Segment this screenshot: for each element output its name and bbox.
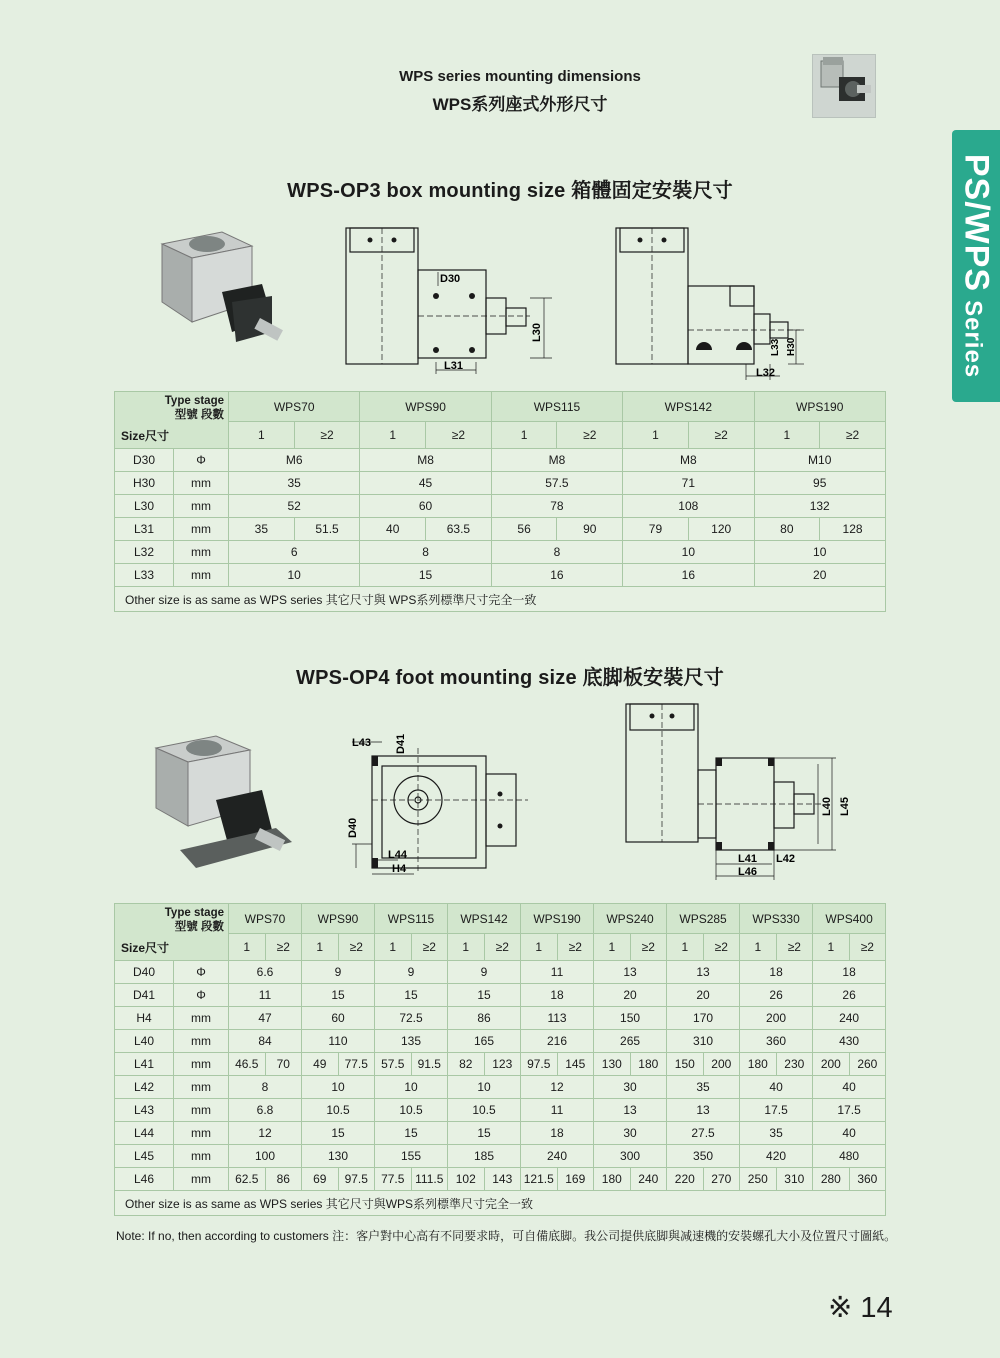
dimension-unit: Φ — [174, 984, 229, 1007]
dimension-name: L43 — [115, 1099, 174, 1122]
header-title-en: WPS series mounting dimensions — [399, 68, 641, 85]
value-cell: 57.5 — [491, 472, 622, 495]
table-row — [115, 518, 886, 541]
value-cell: 70 — [265, 1053, 302, 1076]
value-cell: 185 — [448, 1145, 521, 1168]
value-cell: 17.5 — [813, 1099, 886, 1122]
dimension-unit: mm — [174, 541, 229, 564]
value-cell: 18 — [521, 1122, 594, 1145]
value-cell: 63.5 — [426, 518, 492, 541]
value-cell: 79 — [623, 518, 689, 541]
op4-dimension-table — [114, 903, 886, 1216]
dimension-name: L40 — [115, 1030, 174, 1053]
value-cell: 15 — [360, 564, 491, 587]
value-cell: 6.6 — [229, 961, 302, 984]
page-number: ※ 14 — [828, 1292, 893, 1324]
value-cell: 18 — [813, 961, 886, 984]
value-cell: 111.5 — [411, 1168, 448, 1191]
value-cell: 180 — [630, 1053, 667, 1076]
stage-header: ≥2 — [294, 422, 360, 449]
value-cell: 145 — [557, 1053, 594, 1076]
value-cell: 230 — [776, 1053, 813, 1076]
table-row — [115, 1076, 886, 1099]
model-header: WPS240 — [594, 904, 667, 934]
stage-header: ≥2 — [688, 422, 754, 449]
stage-header: 1 — [302, 934, 339, 961]
model-header: WPS115 — [491, 392, 622, 422]
value-cell: 8 — [229, 1076, 302, 1099]
value-cell: 120 — [688, 518, 754, 541]
table-row — [115, 472, 886, 495]
value-cell: 130 — [302, 1145, 375, 1168]
dimension-unit: Φ — [174, 961, 229, 984]
value-cell: 56 — [491, 518, 557, 541]
value-cell: 113 — [521, 1007, 594, 1030]
value-cell: 11 — [229, 984, 302, 1007]
value-cell: 69 — [302, 1168, 339, 1191]
footnote: Note: If no, then according to customers 注：客户對中心高有不同要求時，可自備底脚。我公司提供底脚與减速機的安裝螺孔大小及位置尺寸圖紙。 — [116, 1229, 897, 1243]
model-header: WPS400 — [813, 904, 886, 934]
op4-drawing-end — [342, 734, 532, 880]
value-cell: 30 — [594, 1076, 667, 1099]
value-cell: 132 — [754, 495, 885, 518]
dimension-name: L46 — [115, 1168, 174, 1191]
value-cell: 100 — [229, 1145, 302, 1168]
value-cell: 130 — [594, 1053, 631, 1076]
value-cell: 265 — [594, 1030, 667, 1053]
op3-label-l31: L31 — [444, 360, 463, 372]
op3-label-h30: H30 — [786, 337, 797, 356]
stage-header: 1 — [667, 934, 704, 961]
value-cell: 49 — [302, 1053, 339, 1076]
value-cell: 300 — [594, 1145, 667, 1168]
model-header: WPS90 — [360, 392, 491, 422]
stage-header: ≥2 — [338, 934, 375, 961]
op4-label-h4: H4 — [392, 863, 407, 875]
stage-header: 1 — [594, 934, 631, 961]
value-cell: 45 — [360, 472, 491, 495]
value-cell: 13 — [594, 961, 667, 984]
table-row — [115, 1145, 886, 1168]
value-cell: M8 — [360, 449, 491, 472]
value-cell: 80 — [754, 518, 820, 541]
stage-header: ≥2 — [630, 934, 667, 961]
value-cell: 82 — [448, 1053, 485, 1076]
dimension-name: L31 — [115, 518, 174, 541]
dimension-name: D41 — [115, 984, 174, 1007]
dimension-name: D40 — [115, 961, 174, 984]
model-header: WPS90 — [302, 904, 375, 934]
op4-section-title: WPS-OP4 foot mounting size 底脚板安裝尺寸 — [296, 667, 724, 689]
value-cell: 52 — [229, 495, 360, 518]
model-header: WPS190 — [521, 904, 594, 934]
op4-label-l46: L46 — [738, 866, 757, 878]
side-tab-main: PS/WPS — [957, 153, 996, 293]
value-cell: 86 — [265, 1168, 302, 1191]
value-cell: 310 — [776, 1168, 813, 1191]
value-cell: 150 — [667, 1053, 704, 1076]
value-cell: 200 — [703, 1053, 740, 1076]
stage-header: ≥2 — [484, 934, 521, 961]
product-thumbnail — [812, 54, 876, 118]
value-cell: 270 — [703, 1168, 740, 1191]
value-cell: 10 — [623, 541, 754, 564]
value-cell: 135 — [375, 1030, 448, 1053]
value-cell: 26 — [740, 984, 813, 1007]
value-cell: 121.5 — [521, 1168, 558, 1191]
op3-product-photo — [152, 222, 292, 362]
table-row — [115, 1053, 886, 1076]
dimension-name: L42 — [115, 1076, 174, 1099]
value-cell: 280 — [813, 1168, 850, 1191]
stage-header: ≥2 — [703, 934, 740, 961]
value-cell: M6 — [229, 449, 360, 472]
value-cell: 15 — [302, 1122, 375, 1145]
dimension-name: H30 — [115, 472, 174, 495]
value-cell: 51.5 — [294, 518, 360, 541]
value-cell: 108 — [623, 495, 754, 518]
value-cell: 180 — [594, 1168, 631, 1191]
value-cell: 18 — [740, 961, 813, 984]
op4-label-l43: L43 — [352, 737, 371, 749]
value-cell: 10.5 — [302, 1099, 375, 1122]
value-cell: 240 — [813, 1007, 886, 1030]
value-cell: 10.5 — [375, 1099, 448, 1122]
dimension-unit: Φ — [174, 449, 229, 472]
value-cell: 310 — [667, 1030, 740, 1053]
value-cell: M8 — [623, 449, 754, 472]
op4-label-l45: L45 — [839, 797, 851, 816]
stage-header: ≥2 — [411, 934, 448, 961]
type-stage-label — [165, 906, 224, 934]
value-cell: 360 — [849, 1168, 886, 1191]
value-cell: 6 — [229, 541, 360, 564]
table-footer-note: Other size is as same as WPS series 其它尺寸與WPS系列標準尺寸完全一致 — [115, 1191, 886, 1216]
value-cell: 12 — [229, 1122, 302, 1145]
value-cell: 35 — [229, 518, 295, 541]
value-cell: 12 — [521, 1076, 594, 1099]
value-cell: 143 — [484, 1168, 521, 1191]
value-cell: 110 — [302, 1030, 375, 1053]
op4-label-d41: D41 — [395, 734, 407, 754]
stage-header: 1 — [375, 934, 412, 961]
value-cell: 8 — [360, 541, 491, 564]
dimension-unit: mm — [174, 1168, 229, 1191]
type-size-header — [115, 392, 229, 449]
type-stage-label-en: Type stage — [164, 907, 224, 919]
value-cell: 360 — [740, 1030, 813, 1053]
op3-drawing-side — [610, 224, 810, 384]
table-row — [115, 1122, 886, 1145]
value-cell: 71 — [623, 472, 754, 495]
stage-header: 1 — [448, 934, 485, 961]
side-tab-sub: Series — [959, 300, 987, 379]
op3-label-l32: L32 — [756, 367, 775, 379]
stage-header: 1 — [754, 422, 820, 449]
value-cell: 46.5 — [229, 1053, 266, 1076]
stage-header: 1 — [521, 934, 558, 961]
value-cell: 10 — [302, 1076, 375, 1099]
value-cell: 13 — [594, 1099, 667, 1122]
stage-header: ≥2 — [426, 422, 492, 449]
stage-header: 1 — [229, 934, 266, 961]
dimension-unit: mm — [174, 472, 229, 495]
value-cell: 86 — [448, 1007, 521, 1030]
value-cell: 57.5 — [375, 1053, 412, 1076]
op4-label-l42: L42 — [776, 853, 795, 865]
value-cell: 40 — [813, 1122, 886, 1145]
value-cell: 35 — [667, 1076, 740, 1099]
table-footer-note: Other size is as same as WPS series 其它尺寸與 WPS系列標準尺寸完全一致 — [115, 587, 886, 612]
model-header: WPS142 — [623, 392, 754, 422]
table-row — [115, 564, 886, 587]
value-cell: 77.5 — [338, 1053, 375, 1076]
type-size-header — [115, 904, 229, 961]
dimension-name: L33 — [115, 564, 174, 587]
table-row — [115, 541, 886, 564]
value-cell: 13 — [667, 1099, 740, 1122]
value-cell: 200 — [813, 1053, 850, 1076]
stage-header: ≥2 — [849, 934, 886, 961]
model-header: WPS70 — [229, 904, 302, 934]
dimension-name: L44 — [115, 1122, 174, 1145]
size-label: Size尺寸 — [121, 429, 170, 443]
value-cell: 40 — [740, 1076, 813, 1099]
dimension-name: L41 — [115, 1053, 174, 1076]
table-row — [115, 495, 886, 518]
value-cell: 15 — [448, 984, 521, 1007]
value-cell: 240 — [630, 1168, 667, 1191]
table-row — [115, 984, 886, 1007]
value-cell: 420 — [740, 1145, 813, 1168]
value-cell: 97.5 — [338, 1168, 375, 1191]
dimension-unit: mm — [174, 1030, 229, 1053]
value-cell: 77.5 — [375, 1168, 412, 1191]
value-cell: 35 — [229, 472, 360, 495]
dimension-unit: mm — [174, 564, 229, 587]
value-cell: 60 — [360, 495, 491, 518]
value-cell: 10.5 — [448, 1099, 521, 1122]
table-row — [115, 1099, 886, 1122]
value-cell: 91.5 — [411, 1053, 448, 1076]
value-cell: 10 — [448, 1076, 521, 1099]
value-cell: 15 — [448, 1122, 521, 1145]
size-label: Size尺寸 — [121, 941, 170, 955]
value-cell: 6.8 — [229, 1099, 302, 1122]
value-cell: 15 — [375, 984, 448, 1007]
stage-header: 1 — [491, 422, 557, 449]
value-cell: 165 — [448, 1030, 521, 1053]
value-cell: 200 — [740, 1007, 813, 1030]
model-header: WPS70 — [229, 392, 360, 422]
value-cell: 16 — [491, 564, 622, 587]
value-cell: 97.5 — [521, 1053, 558, 1076]
value-cell: 40 — [813, 1076, 886, 1099]
value-cell: 155 — [375, 1145, 448, 1168]
stage-header: ≥2 — [776, 934, 813, 961]
value-cell: 27.5 — [667, 1122, 740, 1145]
dimension-unit: mm — [174, 495, 229, 518]
stage-header: ≥2 — [557, 934, 594, 961]
dimension-unit: mm — [174, 1099, 229, 1122]
value-cell: 10 — [229, 564, 360, 587]
value-cell: 260 — [849, 1053, 886, 1076]
dimension-unit: mm — [174, 1122, 229, 1145]
model-header: WPS142 — [448, 904, 521, 934]
op3-label-l33: L33 — [770, 338, 781, 356]
value-cell: 10 — [754, 541, 885, 564]
value-cell: 72.5 — [375, 1007, 448, 1030]
dimension-name: L32 — [115, 541, 174, 564]
op4-label-l41: L41 — [738, 853, 757, 865]
value-cell: 84 — [229, 1030, 302, 1053]
value-cell: 62.5 — [229, 1168, 266, 1191]
stage-header: ≥2 — [557, 422, 623, 449]
op3-label-d30: D30 — [440, 273, 461, 285]
model-header: WPS115 — [375, 904, 448, 934]
stage-header: ≥2 — [265, 934, 302, 961]
op3-dimension-table — [114, 391, 886, 612]
value-cell: 170 — [667, 1007, 740, 1030]
value-cell: 180 — [740, 1053, 777, 1076]
dimension-unit: mm — [174, 1053, 229, 1076]
model-header: WPS190 — [754, 392, 885, 422]
series-side-tab — [952, 130, 1000, 402]
dimension-name: H4 — [115, 1007, 174, 1030]
value-cell: M8 — [491, 449, 622, 472]
model-header: WPS330 — [740, 904, 813, 934]
type-stage-label — [165, 394, 224, 422]
value-cell: 30 — [594, 1122, 667, 1145]
op4-drawing-side — [622, 702, 852, 882]
stage-header: ≥2 — [820, 422, 886, 449]
value-cell: 90 — [557, 518, 623, 541]
dimension-name: D30 — [115, 449, 174, 472]
value-cell: 128 — [820, 518, 886, 541]
value-cell: 9 — [375, 961, 448, 984]
op4-label-l40: L40 — [821, 797, 833, 816]
value-cell: 250 — [740, 1168, 777, 1191]
value-cell: 15 — [302, 984, 375, 1007]
value-cell: 20 — [754, 564, 885, 587]
dimension-name: L30 — [115, 495, 174, 518]
op3-label-l30: L30 — [531, 323, 543, 342]
value-cell: 123 — [484, 1053, 521, 1076]
value-cell: 240 — [521, 1145, 594, 1168]
value-cell: 9 — [302, 961, 375, 984]
value-cell: 216 — [521, 1030, 594, 1053]
dimension-unit: mm — [174, 1076, 229, 1099]
value-cell: 102 — [448, 1168, 485, 1191]
dimension-unit: mm — [174, 1145, 229, 1168]
value-cell: 169 — [557, 1168, 594, 1191]
op4-label-l44: L44 — [388, 849, 407, 861]
value-cell: 16 — [623, 564, 754, 587]
value-cell: 220 — [667, 1168, 704, 1191]
type-stage-label-en: Type stage — [164, 395, 224, 407]
value-cell: 17.5 — [740, 1099, 813, 1122]
op4-label-d40: D40 — [347, 817, 359, 838]
op3-section-title: WPS-OP3 box mounting size 箱體固定安裝尺寸 — [287, 180, 733, 202]
stage-header: 1 — [623, 422, 689, 449]
value-cell: 9 — [448, 961, 521, 984]
table-row — [115, 1007, 886, 1030]
dimension-unit: mm — [174, 518, 229, 541]
stage-header: 1 — [360, 422, 426, 449]
value-cell: 26 — [813, 984, 886, 1007]
value-cell: 15 — [375, 1122, 448, 1145]
model-header: WPS285 — [667, 904, 740, 934]
value-cell: M10 — [754, 449, 885, 472]
value-cell: 480 — [813, 1145, 886, 1168]
dimension-unit: mm — [174, 1007, 229, 1030]
value-cell: 350 — [667, 1145, 740, 1168]
value-cell: 8 — [491, 541, 622, 564]
value-cell: 11 — [521, 1099, 594, 1122]
type-stage-label-cn: 型號 段數 — [174, 921, 224, 933]
value-cell: 11 — [521, 961, 594, 984]
value-cell: 13 — [667, 961, 740, 984]
dimension-name: L45 — [115, 1145, 174, 1168]
value-cell: 150 — [594, 1007, 667, 1030]
header-title-cn: WPS系列座式外形尺寸 — [432, 95, 608, 114]
value-cell: 20 — [594, 984, 667, 1007]
value-cell: 10 — [375, 1076, 448, 1099]
value-cell: 40 — [360, 518, 426, 541]
value-cell: 20 — [667, 984, 740, 1007]
op3-drawing-front — [340, 224, 560, 374]
type-stage-label-cn: 型號 段數 — [174, 409, 224, 421]
stage-header: 1 — [229, 422, 295, 449]
table-row — [115, 961, 886, 984]
op4-product-photo — [150, 730, 300, 880]
value-cell: 78 — [491, 495, 622, 518]
value-cell: 18 — [521, 984, 594, 1007]
table-row — [115, 449, 886, 472]
value-cell: 60 — [302, 1007, 375, 1030]
value-cell: 95 — [754, 472, 885, 495]
table-row — [115, 1168, 886, 1191]
stage-header: 1 — [813, 934, 850, 961]
value-cell: 430 — [813, 1030, 886, 1053]
stage-header: 1 — [740, 934, 777, 961]
value-cell: 35 — [740, 1122, 813, 1145]
value-cell: 47 — [229, 1007, 302, 1030]
table-row — [115, 1030, 886, 1053]
